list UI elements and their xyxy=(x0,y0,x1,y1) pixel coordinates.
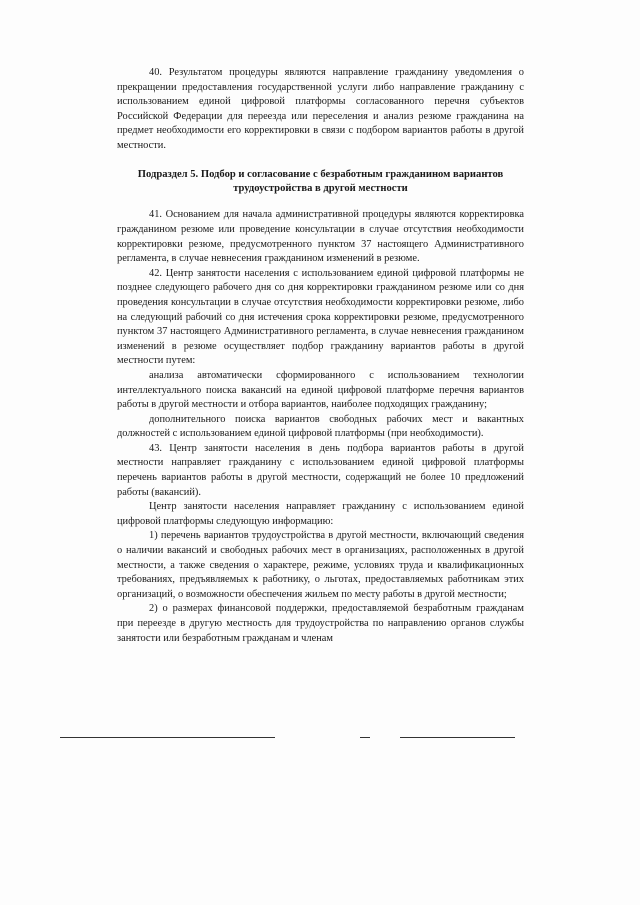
paragraph-42: 42. Центр занятости населения с использованием единой цифровой платформы не позднее следующего рабочего дня со дня корректировки гражданином резюме или со дня проведения консультации в случае отсутствия необходимости корректировки резюме, либо на следующий рабочий со дня истечения срока корректировки резюме, предусмотренного пунктом 37 настоящего Административного регламента, в случае невнесения гражданином изменений в резюме осуществляет подбор гражданину вариантов работы в другой местности путем: xyxy=(117,267,524,367)
paragraph-43-info: Центр занятости населения направляет гражданину с использованием единой цифровой платформы следующую информацию: xyxy=(117,501,524,527)
document-body xyxy=(117,66,524,646)
paragraph-43: 43. Центр занятости населения в день подбора вариантов работы в другой местности направляет гражданину с использованием единой цифровой платформы перечень вариантов работы в другой местности, содержащий не более 10 предложений работы (вакансий). xyxy=(117,442,524,498)
list-item-2: 2) о размерах финансовой поддержки, предоставляемой безработным гражданам при переезде в другую местность для трудоустройства по направлению органов службы занятости или безработным гражданам и членам xyxy=(117,603,524,644)
paragraph-40: 40. Результатом процедуры являются направление гражданину уведомления о прекращении предоставления государственной услуги либо направление гражданину с использованием единой цифровой платформы согласованного перечня субъектов Российской Федерации для переезда или переселения и анализ резюме гражданина на предмет необходимости его корректировки в связи с подбором вариантов работы в другой местности. xyxy=(117,67,524,151)
paragraph-42-item-b: дополнительного поиска вариантов свободных рабочих мест и вакантных должностей с использованием единой цифровой платформы (при необходимости). xyxy=(117,413,524,440)
footer-rule-left xyxy=(60,737,275,738)
footer-rule-mid xyxy=(360,737,370,738)
list-item-1: 1) перечень вариантов трудоустройства в другой местности, включающий сведения о наличии вакансий и свободных рабочих мест в организациях, расположенных в другой местности, а также сведения о характере, режиме, условиях труда и квалификационных требованиях, предъявляемых к работнику, о льготах, предоставляемых работникам этих организаций, о возможности обеспечения жильем по месту работы в другой местности; xyxy=(117,530,524,600)
paragraph-42-item-a: анализа автоматически сформированного с использованием технологии интеллектуального поиска вакансий на единой цифровой платформе перечня вариантов работы в другой местности и отбора вариантов, наиболее подходящих гражданину; xyxy=(117,369,524,411)
footer-rule xyxy=(60,737,520,741)
paragraph-41: 41. Основанием для начала административной процедуры являются корректировка гражданином резюме или проведение консультации в случае отсутствия необходимости корректировки резюме, предусмотренного пунктом 37 настоящего Административного регламента, в случае невнесения гражданином изменений в резюме. xyxy=(117,209,524,265)
section-heading: Подраздел 5. Подбор и согласование с безработным гражданином вариантов трудоустройства в другой местности xyxy=(137,168,504,194)
footer-rule-right xyxy=(400,737,515,738)
